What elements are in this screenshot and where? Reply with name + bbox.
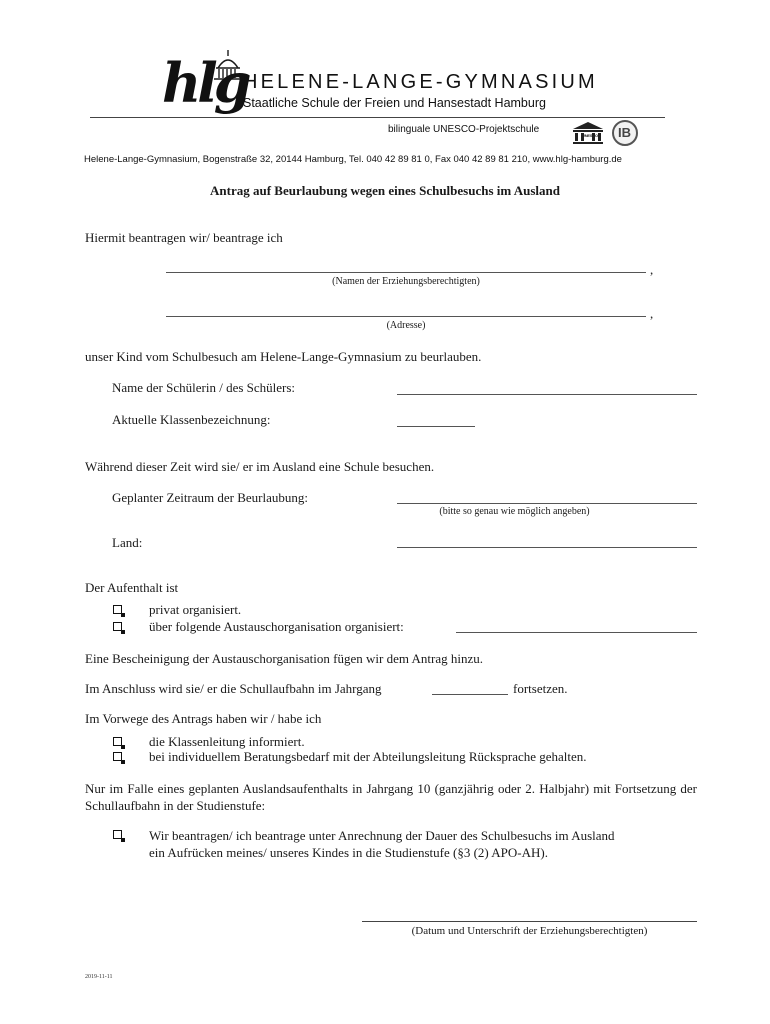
stay-private-checkbox[interactable] xyxy=(113,605,122,614)
address-field[interactable] xyxy=(166,316,646,317)
student-name-field[interactable] xyxy=(397,394,697,395)
advance-line-1: Wir beantragen/ ich beantrage unter Anrechnung der Dauer des Schulbesuchs im Ausland xyxy=(149,828,615,843)
guardian-name-field[interactable] xyxy=(166,272,646,273)
school-name: HELENE-LANGE-GYMNASIUM xyxy=(243,71,598,93)
header-rule xyxy=(90,117,665,118)
address-caption: (Adresse) xyxy=(386,320,426,331)
school-subtitle: Staatliche Schule der Freien und Hansestadt Hamburg xyxy=(243,96,546,110)
signature-caption: (Datum und Unterschrift der Erziehungsberechtigten) xyxy=(411,925,648,937)
prior-classteacher-label: die Klassenleitung informiert. xyxy=(149,734,305,749)
contact-line: Helene-Lange-Gymnasium, Bogenstraße 32, 20144 Hamburg, Tel. 040 42 89 81 0, Fax 040 42 89 81 210, www.hlg-hamburg.de xyxy=(84,154,622,165)
continue-prefix: Im Anschluss wird sie/ er die Schullaufbahn im Jahrgang xyxy=(85,681,382,696)
certificate-sentence: Eine Bescheinigung der Austauschorganisation fügen wir dem Antrag hinzu. xyxy=(85,651,483,666)
unesco-label: UNESCO xyxy=(582,133,598,138)
ib-label: IB xyxy=(618,125,631,140)
prior-counselling-label: bei individuellem Beratungsbedarf mit der Abteilungsleitung Rücksprache gehalten. xyxy=(149,749,587,764)
student-name-label: Name der Schülerin / des Schülers: xyxy=(112,380,296,395)
stay-organisation-checkbox[interactable] xyxy=(113,622,122,631)
period-label: Geplanter Zeitraum der Beurlaubung: xyxy=(112,490,309,505)
period-field[interactable] xyxy=(397,503,697,504)
stay-heading: Der Aufenthalt ist xyxy=(85,580,179,595)
ib-logo xyxy=(612,120,638,146)
grade-field[interactable] xyxy=(432,694,508,695)
country-label: Land: xyxy=(112,535,143,550)
document-date: 2019-11-11 xyxy=(85,974,113,980)
logo-letters: hlg xyxy=(162,51,248,115)
guardian-comma: , xyxy=(650,262,654,277)
guardian-caption: (Namen der Erziehungsberechtigten) xyxy=(332,276,480,287)
country-field[interactable] xyxy=(397,547,697,548)
class-field[interactable] xyxy=(397,426,475,427)
class-label: Aktuelle Klassenbezeichnung: xyxy=(112,412,271,427)
prior-counselling-checkbox[interactable] xyxy=(113,752,122,761)
prior-heading: Im Vorwege des Antrags haben wir / habe ich xyxy=(85,711,322,726)
abroad-sentence: Während dieser Zeit wird sie/ er im Ausland eine Schule besuchen. xyxy=(85,459,435,474)
address-comma: , xyxy=(650,306,654,321)
signature-field[interactable] xyxy=(362,921,697,922)
unesco-logo xyxy=(571,120,605,146)
advance-line-2: ein Aufrücken meines/ unseres Kindes in die Studienstufe (§3 (2) APO-AH). xyxy=(149,845,548,860)
request-sentence: unser Kind vom Schulbesuch am Helene-Lange-Gymnasium zu beurlauben. xyxy=(85,349,482,364)
school-logo xyxy=(160,44,248,144)
form-title: Antrag auf Beurlaubung wegen eines Schulbesuchs im Ausland xyxy=(210,183,560,198)
intro-text: Hiermit beantragen wir/ beantrage ich xyxy=(85,230,283,245)
continue-suffix: fortsetzen. xyxy=(513,681,568,696)
organisation-field[interactable] xyxy=(456,632,697,633)
grade10-text: Nur im Falle eines geplanten Auslandsaufenthalts in Jahrgang 10 (ganzjährig oder 2. Halbjahr) mit Fortsetzung der Schullaufbahn in der Studienstufe: xyxy=(85,781,697,813)
advance-checkbox[interactable] xyxy=(113,830,122,839)
stay-private-label: privat organisiert. xyxy=(149,602,242,617)
period-caption: (bitte so genau wie möglich angeben) xyxy=(439,506,590,517)
program-label: bilinguale UNESCO-Projektschule xyxy=(388,124,540,135)
prior-classteacher-checkbox[interactable] xyxy=(113,737,122,746)
stay-organisation-label: über folgende Austauschorganisation organisiert: xyxy=(149,619,404,634)
